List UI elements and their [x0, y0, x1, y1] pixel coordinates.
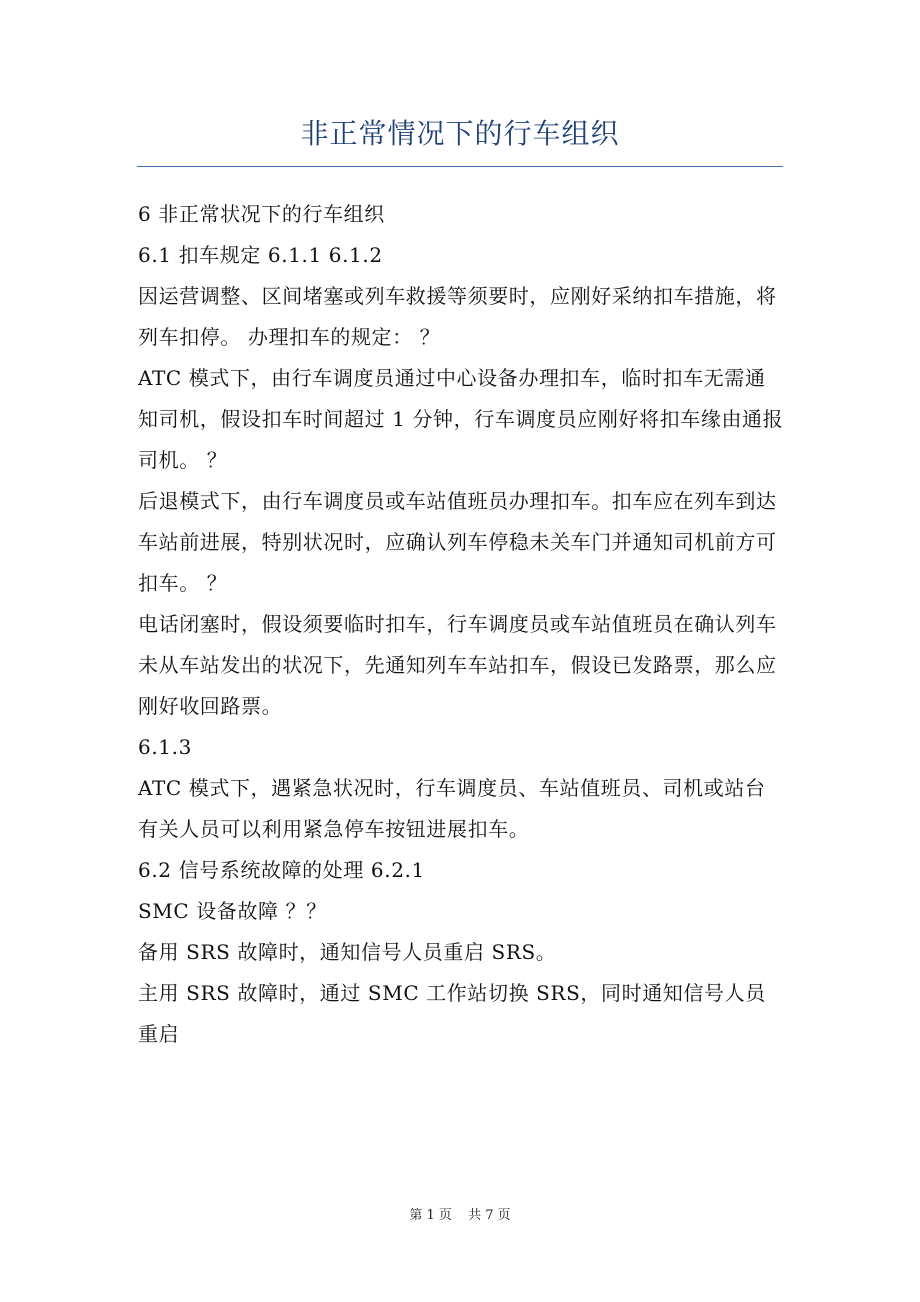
paragraph-12: 主用 SRS 故障时，通过 SMC 工作站切换 SRS，同时通知信号人员重启 — [138, 981, 766, 1046]
page-number: 第 1 页 — [409, 1208, 452, 1223]
paragraph-4: ATC 模式下，由行车调度员通过中心设备办理扣车，临时扣车无需通知司机，假设扣车时间超过 1 分钟，行车调度员应刚好将扣车缘由通报司机。 ？ — [138, 366, 784, 472]
page-total: 共 7 页 — [468, 1208, 511, 1223]
document-title: 非正常情况下的行车组织 — [300, 117, 620, 150]
page-footer — [0, 1206, 920, 1226]
document-body — [138, 194, 784, 1055]
title-divider — [137, 166, 783, 167]
paragraph-8: ATC 模式下，遇紧急状况时，行车调度员、车站值班员、司机或站台有关人员可以利用紧急停车按钮进展扣车。 — [138, 776, 766, 841]
paragraph-5: 后退模式下，由行车调度员或车站值班员办理扣车。扣车应在列车到达车站前进展，特别状况时，应确认列车停稳未关车门并通知司机前方可扣车。 ？ — [138, 489, 777, 595]
paragraph-11: 备用 SRS 故障时，通知信号人员重启 SRS。 — [138, 940, 557, 964]
paragraph-6: 电话闭塞时，假设须要临时扣车，行车调度员或车站值班员在确认列车未从车站发出的状况下，先通知列车车站扣车，假设已发路票，那么应刚好收回路票。 — [138, 612, 777, 718]
paragraph-10: SMC 设备故障 ？？ — [138, 899, 327, 923]
paragraph-7: 6.1.3 — [138, 735, 192, 759]
paragraph-9: 6.2 信号系统故障的处理 6.2.1 — [138, 858, 425, 882]
paragraph-2: 6.1 扣车规定 6.1.1 6.1.2 — [138, 243, 383, 267]
paragraph-3: 因运营调整、区间堵塞或列车救援等须要时，应刚好采纳扣车措施，将列车扣停。 办理扣车的规定： ？ — [138, 284, 777, 349]
paragraph-1: 6 非正常状况下的行车组织 — [138, 202, 385, 226]
